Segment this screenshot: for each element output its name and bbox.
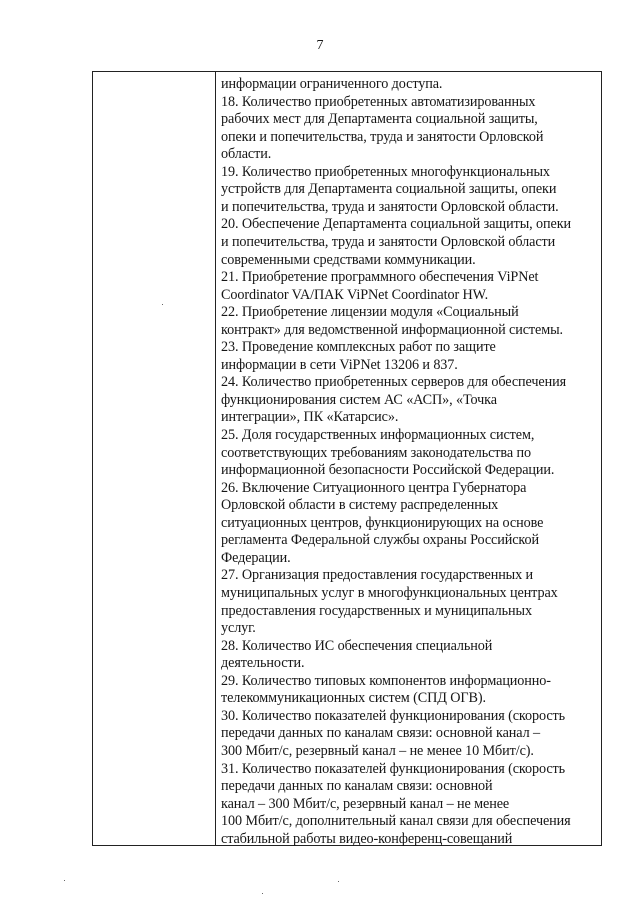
text-line: информации в сети ViPNet 13206 и 837. [221,356,458,373]
text-line: телекоммуникационных систем (СПД ОГВ). [221,690,486,707]
document-table [92,71,602,846]
page-number: 7 [316,38,324,53]
text-line: устройств для Департамента социальной защиты, опеки [221,181,557,198]
text-line: муниципальных услуг в многофункциональных центрах [221,585,558,601]
text-line: опеки и попечительства, труда и занятости Орловской [221,128,544,145]
text-line: и попечительства, труда и занятости Орловской области [221,234,556,250]
text-line: 28. Количество ИС обеспечения специальной [221,637,493,654]
text-line: 24. Количество приобретенных серверов для обеспечения [221,374,567,391]
text-line: 22. Приобретение лицензии модуля «Социальный [221,304,519,321]
text-line: регламента Федеральной службы охраны Российской [221,532,539,549]
text-line: 300 Мбит/с, резервный канал – не менее 10 Мбит/с). [221,742,534,759]
text-line: 100 Мбит/с, дополнительный канал связи для обеспечения [221,813,571,830]
text-line: Coordinator VA/ПАК ViPNet Coordinator HW. [221,286,489,303]
text-line: информации ограниченного доступа. [221,76,443,92]
text-line: 20. Обеспечение Департамента социальной защиты, опеки [221,216,571,233]
text-line: канал – 300 Мбит/с, резервный канал – не менее [221,795,510,812]
scan-speck [162,304,163,305]
text-line: рабочих мест для Департамента социальной защиты, [221,111,538,128]
text-line: контракт» для ведомственной информационной системы. [221,321,563,338]
text-line: предоставления государственных и муниципальных [221,602,532,619]
text-line: 19. Количество приобретенных многофункциональных [221,163,550,180]
text-line: информационной безопасности Российской Федерации. [221,462,555,479]
text-line: Орловской области в систему распределенных [221,497,499,514]
text-line: 23. Проведение комплексных работ по защите [221,339,496,356]
text-line: 21. Приобретение программного обеспечения ViPNet [221,269,539,286]
text-line: 29. Количество типовых компонентов информационно- [221,672,551,689]
scan-speck [338,881,339,882]
text-line: 30. Количество показателей функционирования (скорость [221,707,565,724]
scan-speck [262,893,263,894]
text-line: стабильной работы видео-конференц-совещаний [221,830,513,847]
table-right-cell [217,72,601,845]
text-line: Федерации. [221,549,291,566]
text-line: передачи данных по каналам связи: основной канал – [221,725,540,742]
text-line: 31. Количество показателей функционирования (скорость [221,760,565,777]
text-line: соответствующих требованиям законодательства по [221,444,531,461]
text-line: функционирования систем АС «АСП», «Точка [221,391,497,408]
text-line: ситуационных центров, функционирующих на основе [221,514,544,531]
text-line: области. [221,146,272,163]
text-line: передачи данных по каналам связи: основной [221,778,493,794]
text-line: услуг. [221,620,256,637]
text-line: деятельности. [221,655,305,672]
text-line: современными средствами коммуникации. [221,251,476,268]
text-line: и попечительства, труда и занятости Орловской области. [221,198,559,215]
scan-speck [64,880,65,881]
text-line: 25. Доля государственных информационных систем, [221,427,535,443]
text-line: 26. Включение Ситуационного центра Губернатора [221,479,527,496]
text-line: 27. Организация предоставления государственных и [221,567,534,584]
table-left-cell [93,72,215,845]
text-line: 18. Количество приобретенных автоматизированных [221,93,536,110]
text-line: интеграции», ПК «Катарсис». [221,409,399,426]
column-divider [215,72,216,845]
